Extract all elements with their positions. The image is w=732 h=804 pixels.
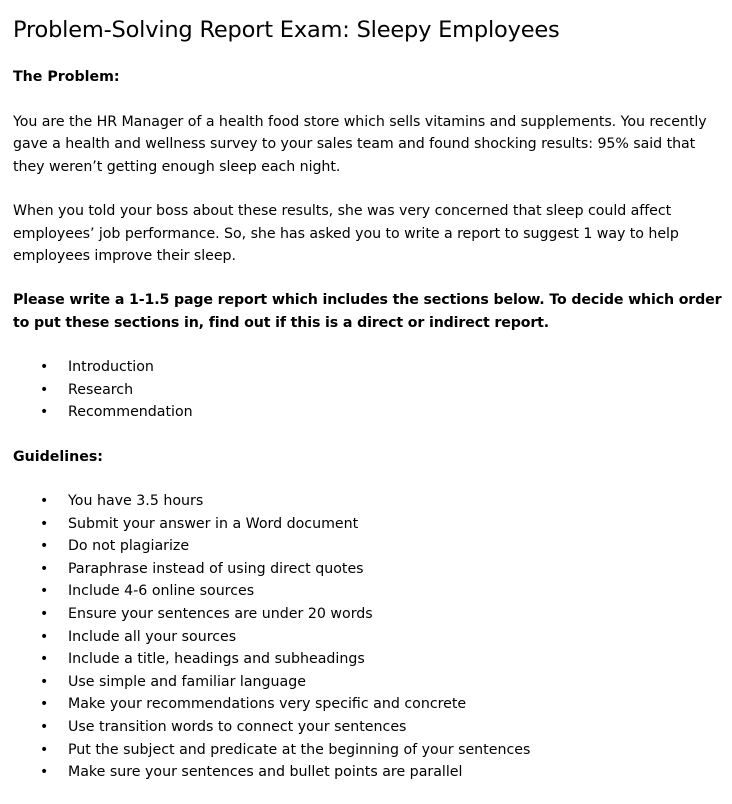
guideline-item-label: Include all your sources: [68, 628, 237, 645]
guideline-item-label: Make your recommendations very specific and concrete: [68, 696, 467, 713]
list-item: [13, 671, 728, 694]
list-item: [13, 490, 728, 513]
bullet-icon: •: [40, 606, 49, 622]
guideline-item-label: Submit your answer in a Word document: [68, 515, 359, 532]
document-page: [13, 14, 728, 784]
list-item: [13, 535, 728, 558]
list-item: [13, 379, 728, 402]
guideline-item-label: Include 4-6 online sources: [68, 583, 255, 600]
bullet-icon: •: [40, 741, 49, 758]
list-item: [13, 716, 728, 739]
guideline-item-label: Make sure your sentences and bullet points are parallel: [68, 764, 463, 781]
sections-list: [13, 356, 728, 424]
guideline-item-label: Include a title, headings and subheadings: [68, 651, 365, 668]
list-item: [13, 401, 728, 424]
bullet-icon: •: [40, 583, 49, 600]
bullet-icon: •: [40, 696, 49, 713]
list-item: [13, 626, 728, 649]
bullet-icon: •: [40, 404, 49, 421]
bullet-icon: •: [40, 538, 49, 555]
problem-paragraph-1: You are the HR Manager of a health food store which sells vitamins and supplements. You recently gave a health and wellness survey to your sales team and found shocking results: 95% said that they weren’t getting enough sleep each night.: [13, 114, 707, 175]
list-item: [13, 356, 728, 379]
list-item: [13, 693, 728, 716]
guidelines-heading: Guidelines:: [13, 449, 103, 466]
bullet-icon: •: [40, 515, 49, 532]
section-item-label: Recommendation: [68, 404, 193, 421]
guideline-item-label: Use transition words to connect your sentences: [68, 718, 407, 735]
bullet-icon: •: [40, 359, 49, 376]
bullet-icon: •: [40, 381, 49, 398]
bullet-icon: •: [40, 560, 49, 577]
guideline-item-label: Paraphrase instead of using direct quotes: [68, 560, 364, 577]
guideline-item-label: Do not plagiarize: [68, 538, 190, 555]
bullet-icon: •: [40, 673, 49, 690]
guideline-item-label: Use simple and familiar language: [68, 673, 306, 690]
list-item: [13, 558, 728, 581]
bullet-icon: •: [40, 651, 49, 668]
list-item: [13, 648, 728, 671]
list-item: [13, 513, 728, 536]
section-item-label: Research: [68, 381, 134, 398]
list-item: [13, 603, 728, 626]
instructions-paragraph: Please write a 1-1.5 page report which includes the sections below. To decide which order to put these sections in, find out if this is a direct or indirect report.: [13, 292, 722, 331]
guideline-item-label: Ensure your sentences are under 20 words: [68, 606, 373, 622]
bullet-icon: •: [40, 628, 49, 645]
guideline-item-label: You have 3.5 hours: [68, 493, 204, 510]
bullet-icon: •: [40, 493, 49, 510]
section-item-label: Introduction: [68, 359, 154, 376]
guideline-item-label: Put the subject and predicate at the beginning of your sentences: [68, 741, 531, 758]
problem-paragraph-2: When you told your boss about these results, she was very concerned that sleep could affect employees’ job performance. So, she has asked you to write a report to suggest 1 way to help employees improve their sleep.: [13, 203, 679, 265]
list-item: [13, 580, 728, 603]
guidelines-list: [13, 490, 728, 784]
bullet-icon: •: [40, 764, 49, 781]
bullet-icon: •: [40, 718, 49, 735]
list-item: [13, 739, 728, 762]
problem-heading: The Problem:: [13, 69, 120, 85]
document-title: Problem-Solving Report Exam: Sleepy Employees: [13, 17, 560, 43]
list-item: [13, 761, 728, 784]
